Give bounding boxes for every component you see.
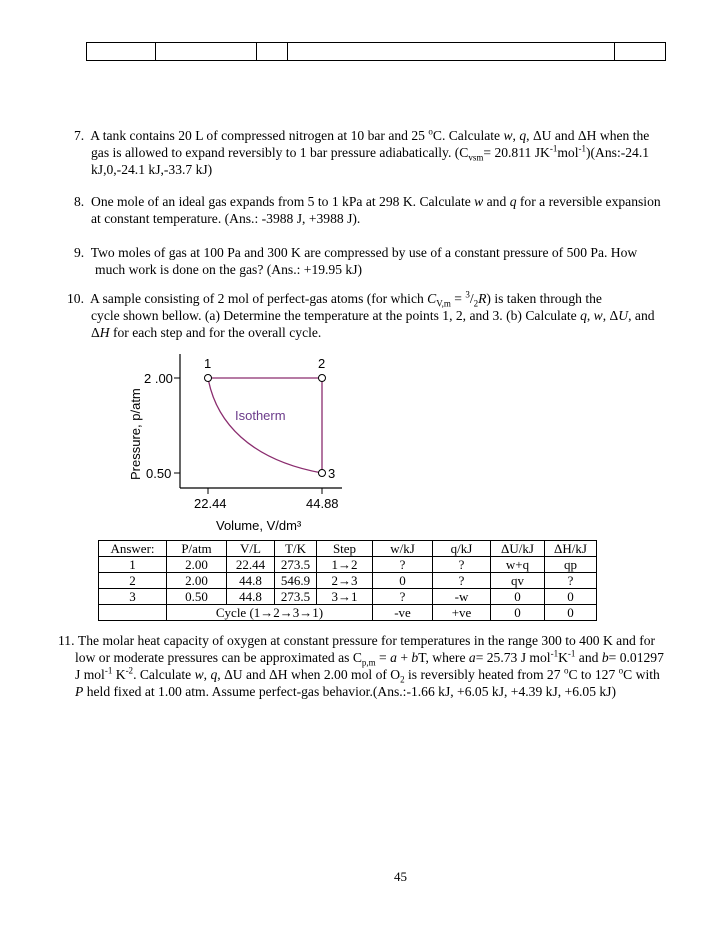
q11-text: = 25.73 J mol xyxy=(475,650,551,665)
q10-text: for each step and for the overall cycle. xyxy=(109,325,322,340)
header-cell: q/kJ xyxy=(433,541,491,557)
header-cell: V/L xyxy=(227,541,275,557)
q11-text: = 0.01297 xyxy=(608,650,664,665)
q10-sub: V,m xyxy=(436,298,451,309)
table-cell: 0 xyxy=(491,605,545,621)
q11-text: K xyxy=(112,667,126,682)
header-cell xyxy=(288,43,615,61)
q9-number: 9. xyxy=(74,245,85,260)
q10-sup: 3 xyxy=(465,289,470,300)
q11-q: q xyxy=(210,667,218,682)
header-cell xyxy=(257,43,288,61)
q10-text: A sample consisting of 2 mol of perfect-gas atoms (for which xyxy=(90,291,428,306)
table-cell: ? xyxy=(433,557,491,573)
q10-text: ) is taken through the xyxy=(486,291,602,306)
q10-text: cycle shown bellow. (a) Determine the temperature at the points 1, 2, and 3. (b) Calculate xyxy=(91,308,581,323)
q11-w: w xyxy=(194,667,204,682)
q11-text: C to 127 xyxy=(568,667,619,682)
x-tick-label-right: 44.88 xyxy=(306,496,339,511)
q10-text: = xyxy=(450,291,466,306)
q7-text: gas is allowed to expand reversibly to 1 bar pressure adiabatically. (C xyxy=(91,145,469,160)
q11-text: low or moderate pressures can be approximated as C xyxy=(75,650,362,665)
q11-text: and xyxy=(575,650,602,665)
header-cell: w/kJ xyxy=(373,541,433,557)
table-row xyxy=(99,557,597,573)
table-cell: 2.00 xyxy=(167,557,227,573)
q11-sup: -2 xyxy=(125,665,134,676)
point-3-marker xyxy=(319,470,326,477)
q11-text: . Calculate xyxy=(133,667,195,682)
q11-sup: -1 xyxy=(104,665,113,676)
q10-q: q xyxy=(580,308,587,323)
table-cell: 0 xyxy=(545,589,597,605)
table-cell: 2→3 xyxy=(317,573,373,589)
point-2-label: 2 xyxy=(318,356,326,371)
q11-number: 11. xyxy=(58,633,75,648)
point-1-label: 1 xyxy=(204,356,212,371)
q11-text: T, where xyxy=(418,650,469,665)
y-tick-label-top: 2 .00 xyxy=(144,371,173,386)
q11-a: a xyxy=(468,650,476,665)
y-axis-label: Pressure, p/atm xyxy=(128,388,143,480)
q7-text: C. Calculate xyxy=(432,128,504,143)
q11-text: C with xyxy=(623,667,660,682)
table-cell: 2 xyxy=(99,573,167,589)
table-cell: 273.5 xyxy=(275,589,317,605)
table-cell: 3→1 xyxy=(317,589,373,605)
q11-sup: -1 xyxy=(567,648,576,659)
q7-text: mol xyxy=(557,145,579,160)
q7-text: A tank contains 20 L of compressed nitrogen at 10 bar and 25 xyxy=(90,128,429,143)
table-cell: ? xyxy=(373,589,433,605)
table-cell: 273.5 xyxy=(275,557,317,573)
q11-sub: 2 xyxy=(400,674,405,685)
table-cell: 1 xyxy=(99,557,167,573)
q11-b: b xyxy=(411,650,419,665)
header-table xyxy=(86,42,666,61)
q11-text: + xyxy=(396,650,412,665)
table-cell: w+q xyxy=(491,557,545,573)
q8-number: 8. xyxy=(74,194,85,209)
table-cell: 0 xyxy=(545,605,597,621)
table-cell: 0.50 xyxy=(167,589,227,605)
table-cell xyxy=(99,605,167,621)
answer-table xyxy=(98,540,597,621)
header-cell: Step xyxy=(317,541,373,557)
header-cell: Answer: xyxy=(99,541,167,557)
q11-text: The molar heat capacity of oxygen at constant pressure for temperatures in the range 300 to 400 K and for xyxy=(77,633,656,648)
header-cell xyxy=(87,43,156,61)
q10-r: R xyxy=(478,291,487,306)
table-cell: ? xyxy=(433,573,491,589)
x-axis-label: Volume, V/dm³ xyxy=(216,518,302,533)
table-cell: 0 xyxy=(491,589,545,605)
q10-u: U xyxy=(618,308,629,323)
q10-w: w xyxy=(593,308,603,323)
q7-number: 7. xyxy=(74,128,85,143)
q11-text: , xyxy=(203,667,211,682)
point-3-label: 3 xyxy=(328,466,336,481)
table-cell: 44.8 xyxy=(227,573,275,589)
q8-text: and xyxy=(483,194,510,209)
q10-text: , xyxy=(586,308,594,323)
question-10 xyxy=(67,290,655,341)
table-cell: 22.44 xyxy=(227,557,275,573)
q11-sup: -1 xyxy=(550,648,559,659)
q7-text: , xyxy=(512,128,520,143)
table-cell: 3 xyxy=(99,589,167,605)
header-cell: ΔH/kJ xyxy=(545,541,597,557)
table-cell: ? xyxy=(373,557,433,573)
q11-text: = xyxy=(375,650,391,665)
table-cell: -ve xyxy=(373,605,433,621)
header-cell: P/atm xyxy=(167,541,227,557)
q9-answer: much work is done on the gas? (Ans.: +19.95 kJ) xyxy=(95,262,363,277)
page-number: 45 xyxy=(394,869,407,884)
q11-degree: o xyxy=(563,665,569,676)
q10-text: / xyxy=(469,291,474,306)
q10-h: H xyxy=(99,325,110,340)
q10-text: Δ xyxy=(91,325,100,340)
table-cell: +ve xyxy=(433,605,491,621)
header-cell xyxy=(156,43,257,61)
table-cell: qv xyxy=(491,573,545,589)
header-cell: ΔU/kJ xyxy=(491,541,545,557)
q7-w: w xyxy=(503,128,513,143)
point-1-marker xyxy=(205,375,212,382)
q11-answer: held fixed at 1.00 atm. Assume perfect-gas behavior.(Ans.:-1.66 kJ, +6.05 kJ, +4.39 kJ, +6.05 kJ) xyxy=(83,684,616,699)
question-7 xyxy=(74,127,649,178)
q11-text: J mol xyxy=(75,667,105,682)
q11-a: a xyxy=(390,650,397,665)
q7-q: q xyxy=(519,128,527,143)
q7-text: , ΔU and ΔH when the xyxy=(526,128,650,143)
table-cell: -w xyxy=(433,589,491,605)
q7-degree: o xyxy=(428,126,433,137)
table-cell: ? xyxy=(545,573,597,589)
q11-text: , ΔU and ΔH when 2.00 mol of O xyxy=(217,667,401,682)
isotherm-label: Isotherm xyxy=(235,408,286,423)
q11-degree: o xyxy=(618,665,624,676)
question-9 xyxy=(74,244,637,278)
x-tick-label-left: 22.44 xyxy=(194,496,227,511)
q11-text: is reversibly heated from 27 xyxy=(404,667,564,682)
q10-text: , and xyxy=(628,308,655,323)
table-row xyxy=(99,589,597,605)
isotherm-curve xyxy=(208,378,322,473)
question-11 xyxy=(58,632,664,700)
q8-text: for a reversible expansion xyxy=(516,194,661,209)
y-tick-label-bottom: 0.50 xyxy=(146,466,172,481)
q8-q: q xyxy=(509,194,517,209)
q11-sub: p,m xyxy=(361,657,376,668)
q7-text: )(Ans:-24.1 xyxy=(585,145,650,160)
header-cell: T/K xyxy=(275,541,317,557)
pv-cycle-figure xyxy=(120,352,350,537)
q10-cv: C xyxy=(427,291,437,306)
table-cell: qp xyxy=(545,557,597,573)
q11-text: K xyxy=(558,650,568,665)
q8-w: w xyxy=(474,194,484,209)
q7-sub: vsm xyxy=(468,152,484,163)
q7-sup: -1 xyxy=(549,143,558,154)
table-cell: 44.8 xyxy=(227,589,275,605)
q10-number: 10. xyxy=(67,291,84,306)
question-8 xyxy=(74,193,661,227)
header-cell xyxy=(615,43,666,61)
cycle-row xyxy=(99,605,597,621)
table-cell: 2.00 xyxy=(167,573,227,589)
table-cell: 1→2 xyxy=(317,557,373,573)
q7-text: = 20.811 JK xyxy=(483,145,550,160)
q10-sub: 2 xyxy=(473,298,479,309)
q7-answer: kJ,0,-24.1 kJ,-33.7 kJ) xyxy=(91,162,213,177)
q9-text: Two moles of gas at 100 Pa and 300 K are compressed by use of a constant pressure of 500 Pa. How xyxy=(90,245,638,260)
point-2-marker xyxy=(319,375,326,382)
table-cell: 546.9 xyxy=(275,573,317,589)
table-cell: 0 xyxy=(373,573,433,589)
q10-text: , Δ xyxy=(602,308,619,323)
q8-answer: at constant temperature. (Ans.: -3988 J, +3988 J). xyxy=(91,211,361,226)
cycle-label: Cycle (1→2→3→1) xyxy=(167,605,373,621)
q7-sup: -1 xyxy=(578,143,586,154)
answer-table-header xyxy=(99,541,597,557)
table-row xyxy=(99,573,597,589)
q11-b: b xyxy=(601,650,609,665)
q8-text: One mole of an ideal gas expands from 5 to 1 kPa at 298 K. Calculate xyxy=(91,194,475,209)
q11-p: P xyxy=(75,684,84,699)
